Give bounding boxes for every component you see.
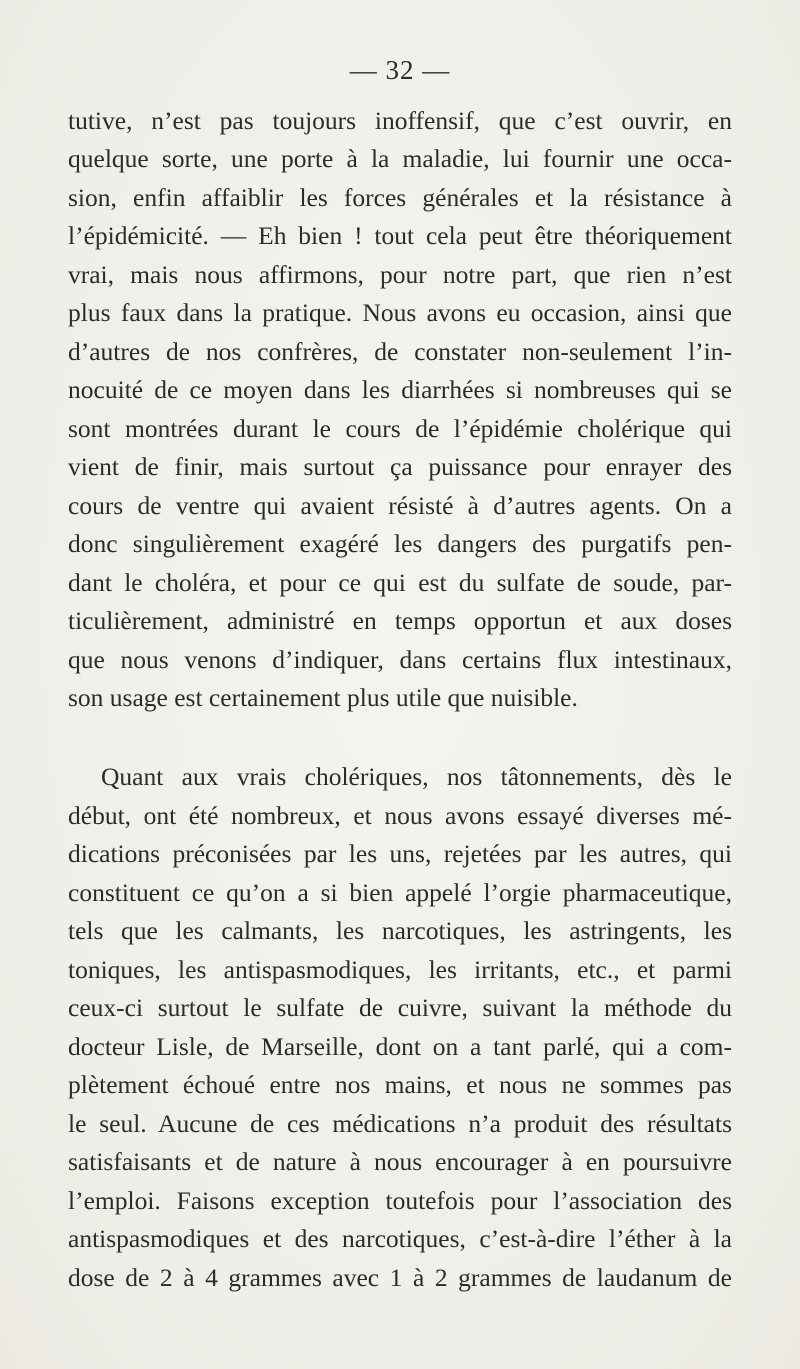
- text-line: d’autres de nos confrères, de constater non-seulement l’in-: [68, 337, 732, 366]
- text-line: Quant aux vrais cholériques, nos tâtonnements, dès le: [101, 762, 732, 791]
- text-line: constituent ce qu’on a si bien appelé l’orgie pharmaceutique,: [68, 878, 732, 907]
- page-number: — 32 —: [349, 55, 451, 85]
- text-line: vrai, mais nous affirmons, pour notre part, que rien n’est: [68, 260, 732, 289]
- text-line: sont montrées durant le cours de l’épidémie cholérique qui: [68, 414, 732, 443]
- text-line: que nous venons d’indiquer, dans certains flux intestinaux,: [68, 645, 732, 674]
- text-line: ticulièrement, administré en temps opportun et aux doses: [68, 606, 732, 635]
- text-line: tutive, n’est pas toujours inoffensif, que c’est ouvrir, en: [68, 106, 732, 135]
- text-line: plètement échoué entre nos mains, et nous ne sommes pas: [68, 1070, 732, 1099]
- text-line: toniques, les antispasmodiques, les irritants, etc., et parmi: [68, 955, 732, 984]
- text-line: l’emploi. Faisons exception toutefois pour l’association des: [68, 1186, 732, 1215]
- text-line: quelque sorte, une porte à la maladie, lui fournir une occa-: [68, 144, 732, 173]
- text-line: ceux-ci surtout le sulfate de cuivre, suivant la méthode du: [68, 993, 732, 1022]
- text-line: dose de 2 à 4 grammes avec 1 à 2 grammes de laudanum de: [68, 1263, 732, 1292]
- text-line: sion, enfin affaiblir les forces générales et la résistance à: [68, 183, 732, 212]
- text-line: plus faux dans la pratique. Nous avons eu occasion, ainsi que: [68, 298, 732, 327]
- text-line: dant le choléra, et pour ce qui est du sulfate de soude, par-: [68, 568, 732, 597]
- text-line: tels que les calmants, les narcotiques, les astringents, les: [68, 916, 732, 945]
- text-line: satisfaisants et de nature à nous encourager à en poursuivre: [68, 1147, 732, 1176]
- text-line: antispasmodiques et des narcotiques, c’est-à-dire l’éther à la: [68, 1224, 732, 1253]
- text-line: docteur Lisle, de Marseille, dont on a tant parlé, qui a com-: [68, 1032, 732, 1061]
- text-line: l’épidémicité. — Eh bien ! tout cela peut être théoriquement: [68, 221, 732, 250]
- text-line: début, ont été nombreux, et nous avons essayé diverses mé-: [68, 801, 732, 830]
- text-line: cours de ventre qui avaient résisté à d’autres agents. On a: [68, 491, 732, 520]
- text-line: vient de finir, mais surtout ça puissance pour enrayer des: [68, 452, 732, 481]
- text-line: donc singulièrement exagéré les dangers des purgatifs pen-: [68, 529, 732, 558]
- text-line: dications préconisées par les uns, rejetées par les autres, qui: [68, 839, 732, 868]
- text-line: nocuité de ce moyen dans les diarrhées si nombreuses qui se: [68, 375, 732, 404]
- text-line: son usage est certainement plus utile que nuisible.: [68, 683, 578, 712]
- text-line: le seul. Aucune de ces médications n’a produit des résultats: [68, 1109, 732, 1138]
